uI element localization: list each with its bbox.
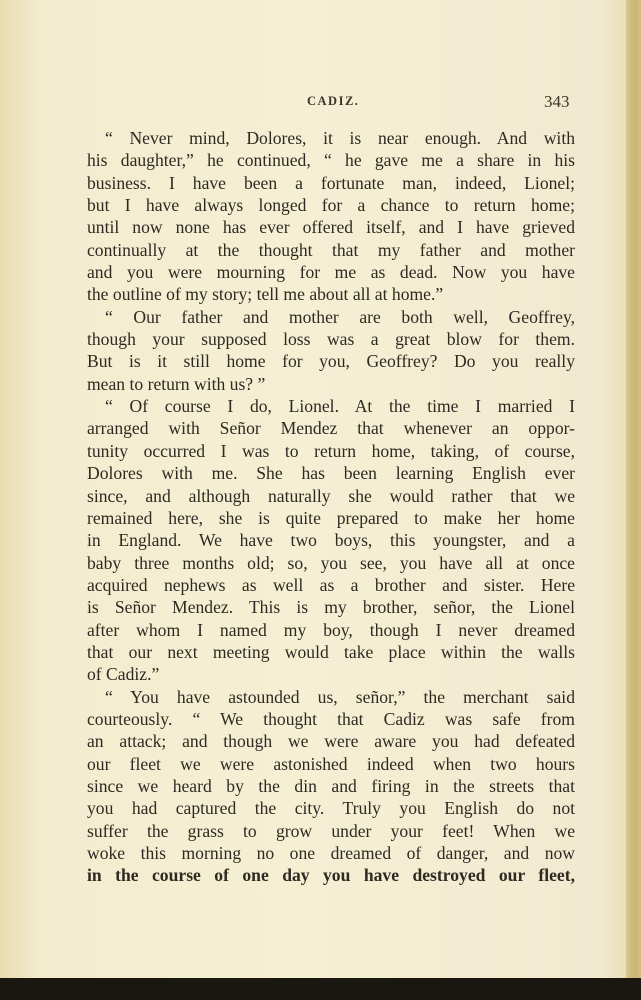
text-line: arranged with Señor Mendez that whenever an oppor- bbox=[87, 418, 575, 439]
text-line: in the course of one day you have destroyed our fleet, bbox=[87, 865, 575, 886]
text-line: suffer the grass to grow under your feet! When we bbox=[87, 820, 575, 841]
text-line: you had captured the city. Truly you English do not bbox=[87, 798, 575, 819]
text-line: tunity occurred I was to return home, taking, of course, bbox=[87, 440, 575, 461]
text-line: until now none has ever offered itself, and I have grieved bbox=[87, 217, 575, 238]
text-line: but I have always longed for a chance to return home; bbox=[87, 195, 575, 216]
text-line: business. I have been a fortunate man, indeed, Lionel; bbox=[87, 172, 575, 193]
text-line: “ You have astounded us, señor,” the merchant said bbox=[105, 686, 575, 707]
text-line: “ Of course I do, Lionel. At the time I married I bbox=[105, 396, 575, 417]
text-line: his daughter,” he continued, “ he gave me a share in his bbox=[87, 150, 575, 171]
text-line: remained here, she is quite prepared to make her home bbox=[87, 507, 575, 528]
text-line: acquired nephews as well as a brother and sister. Here bbox=[87, 574, 575, 595]
text-line: since we heard by the din and firing in the streets that bbox=[87, 775, 575, 796]
text-line: Dolores with me. She has been learning English ever bbox=[87, 463, 575, 484]
text-line: of Cadiz.” bbox=[87, 664, 160, 685]
page-edge bbox=[626, 0, 641, 978]
text-line: “ Never mind, Dolores, it is near enough. And with bbox=[105, 128, 575, 148]
text-line: the outline of my story; tell me about all at home.” bbox=[87, 284, 444, 305]
text-line: since, and although naturally she would rather that we bbox=[87, 485, 575, 506]
text-line: after whom I named my boy, though I never dreamed bbox=[87, 619, 575, 640]
text-line: woke this morning no one dreamed of danger, and now bbox=[87, 843, 575, 863]
text-line: courteously. “ We thought that Cadiz was safe from bbox=[87, 708, 575, 729]
text-line: an attack; and though we were aware you had defeated bbox=[87, 731, 575, 752]
scan-bottom-border bbox=[0, 978, 641, 1000]
text-line: our fleet we were astonished indeed when two hours bbox=[87, 753, 575, 774]
text-line: “ Our father and mother are both well, Geoffrey, bbox=[105, 306, 575, 327]
text-line: though your supposed loss was a great blow for them. bbox=[87, 329, 575, 350]
text-line: mean to return with us? ” bbox=[87, 373, 266, 394]
page-header bbox=[0, 92, 626, 116]
page-number: 343 bbox=[544, 92, 570, 111]
text-line: that our next meeting would take place within the walls bbox=[87, 641, 575, 662]
running-head: CADIZ. bbox=[307, 94, 360, 108]
text-line: But is it still home for you, Geoffrey? Do you really bbox=[87, 351, 575, 372]
body-text bbox=[87, 127, 575, 887]
text-line: is Señor Mendez. This is my brother, señor, the Lionel bbox=[87, 597, 575, 618]
text-line: continually at the thought that my father and mother bbox=[87, 239, 575, 260]
text-line: in England. We have two boys, this youngster, and a bbox=[87, 530, 575, 551]
text-line: baby three months old; so, you see, you have all at once bbox=[87, 552, 575, 573]
text-line: and you were mourning for me as dead. Now you have bbox=[87, 262, 575, 283]
